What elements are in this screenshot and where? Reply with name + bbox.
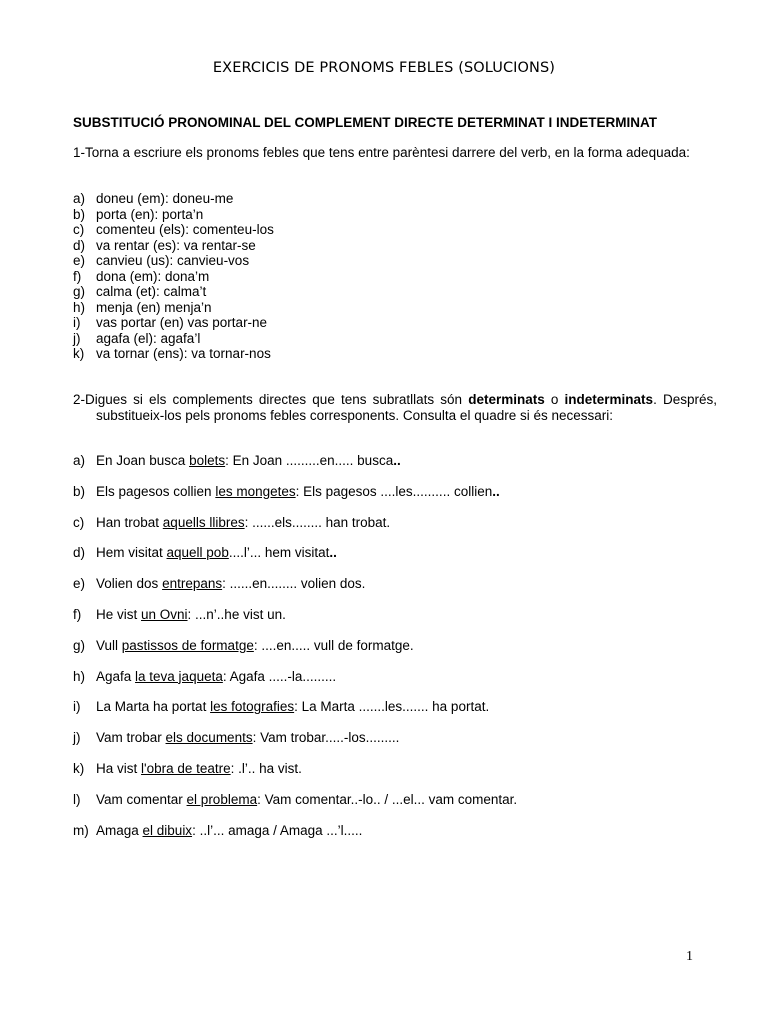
list-item: [73, 284, 274, 300]
item-label: g): [73, 637, 86, 653]
item-sentence: [96, 761, 302, 777]
underlined-complement: aquell pob: [166, 545, 229, 561]
item-label: f): [73, 606, 82, 622]
sentence-answer: : En Joan .........en..... busca: [225, 453, 394, 468]
item-sentence: [96, 792, 517, 808]
underlined-complement: un Ovni: [141, 606, 188, 622]
item-text: dona (em): dona’m: [96, 268, 210, 284]
item-label: k): [73, 346, 85, 361]
sentence-before: Han trobat: [96, 514, 163, 530]
list-item: [73, 545, 517, 561]
item-label: a): [73, 191, 86, 206]
item-label: h): [73, 668, 86, 684]
item-sentence: [96, 823, 362, 839]
list-item: [73, 669, 517, 685]
sentence-answer: : ...n’..he vist un.: [187, 606, 286, 622]
sentence-answer: : Agafa .....-la.........: [222, 668, 337, 684]
list-item: [73, 238, 274, 254]
sentence-tail: ..: [492, 483, 500, 499]
list-item: [73, 453, 517, 469]
exercise1-list: [73, 191, 274, 362]
sentence-before: He vist: [96, 606, 142, 622]
item-sentence: [96, 576, 365, 592]
sentence-answer: : ......els........ han trobat.: [244, 514, 391, 530]
item-text: comenteu (els): comenteu-los: [96, 222, 274, 237]
item-sentence: [96, 607, 286, 623]
sentence-answer: : Els pagesos ....les.......... collien: [295, 483, 493, 499]
list-item: [73, 576, 517, 592]
sentence-before: Volien dos: [96, 576, 163, 592]
list-item: [73, 792, 517, 808]
underlined-complement: pastissos de formatge: [121, 637, 254, 653]
item-label: m): [73, 822, 89, 838]
sentence-tail: ..: [393, 453, 401, 468]
sentence-before: Vam trobar: [96, 730, 166, 746]
item-label: j): [73, 330, 81, 346]
item-label: c): [73, 514, 85, 530]
list-item: [73, 484, 517, 500]
underlined-complement: la teva jaqueta: [135, 668, 223, 684]
item-text: porta (en): porta’n: [96, 206, 204, 222]
list-item: [73, 269, 274, 285]
item-text: va rentar (es): va rentar-se: [96, 237, 256, 253]
list-item: [73, 331, 274, 347]
exercise1-instruction: 1-Torna a escriure els pronoms febles que tens entre parèntesi darrere del verb, en la forma adequada:: [73, 145, 690, 160]
document-title: EXERCICIS DE PRONOMS FEBLES (SOLUCIONS): [212, 60, 556, 76]
item-label: d): [73, 237, 86, 253]
underlined-complement: el dibuix: [142, 822, 193, 838]
item-sentence: [96, 484, 500, 500]
item-sentence: [96, 515, 390, 531]
exercise2-instruction: [73, 392, 717, 423]
underlined-complement: el problema: [186, 791, 258, 807]
underlined-complement: bolets: [189, 453, 226, 468]
underlined-complement: les mongetes: [215, 483, 296, 499]
underlined-complement: les fotografies: [210, 699, 295, 715]
item-label: j): [73, 730, 81, 746]
keyword-indeterminats: indeterminats: [564, 392, 654, 407]
sentence-answer: : .l’.. ha vist.: [230, 760, 302, 776]
instruction-text: . Després, substitueix-los pels pronoms febles corresponents. Consulta el quadre si és necessari:: [96, 392, 717, 423]
item-label: g): [73, 284, 86, 299]
sentence-tail: ..: [329, 545, 337, 561]
item-text: menja (en) menja’n: [96, 299, 212, 315]
item-label: c): [73, 222, 85, 237]
item-label: k): [73, 760, 85, 776]
item-label: i): [73, 315, 81, 330]
item-label: h): [73, 299, 86, 315]
item-label: b): [73, 483, 86, 499]
underlined-complement: aquells llibres: [162, 514, 245, 530]
item-label: f): [73, 268, 82, 284]
sentence-answer: : La Marta .......les....... ha portat.: [294, 699, 490, 715]
list-item: [73, 761, 517, 777]
sentence-before: Agafa: [96, 668, 136, 684]
item-sentence: [96, 730, 399, 746]
sentence-before: La Marta ha portat: [96, 699, 211, 715]
instruction-text: o: [544, 392, 565, 407]
underlined-complement: els documents: [165, 730, 253, 746]
item-sentence: [96, 638, 414, 654]
underlined-complement: entrepans: [162, 576, 223, 592]
sentence-answer: : ......en........ volien dos.: [222, 576, 366, 592]
item-sentence: [96, 669, 336, 685]
item-label: e): [73, 253, 86, 268]
sentence-before: Ha vist: [96, 760, 142, 776]
item-label: d): [73, 545, 86, 561]
sentence-answer: : ....en..... vull de formatge.: [253, 637, 414, 653]
sentence-answer: ....l’... hem visitat: [228, 545, 330, 561]
list-item: [73, 253, 274, 269]
sentence-before: Amaga: [96, 822, 143, 838]
sentence-before: Vam comentar: [96, 791, 187, 807]
list-item: [73, 638, 517, 654]
list-item: [73, 823, 517, 839]
keyword-determinats: determinats: [468, 392, 545, 407]
sentence-before: En Joan busca: [96, 453, 190, 468]
list-item: [73, 515, 517, 531]
sentence-answer: : Vam comentar..-lo.. / ...el... vam comentar.: [257, 791, 518, 807]
sentence-before: Hem visitat: [96, 545, 167, 561]
item-text: canvieu (us): canvieu-vos: [96, 253, 250, 268]
item-label: b): [73, 206, 86, 222]
list-item: [73, 346, 274, 362]
item-sentence: [96, 699, 489, 715]
list-item: [73, 315, 274, 331]
item-text: va tornar (ens): va tornar-nos: [96, 346, 271, 361]
item-label: a): [73, 453, 86, 468]
item-label: i): [73, 699, 81, 715]
sentence-answer: : ..l’... amaga / Amaga ...’l.....: [192, 822, 363, 838]
item-label: l): [73, 791, 81, 807]
underlined-complement: l'obra de teatre: [141, 760, 231, 776]
list-item: [73, 300, 274, 316]
list-item: [73, 730, 517, 746]
exercise2-list: [73, 453, 517, 853]
list-item: [73, 191, 274, 207]
page-number: 1: [686, 949, 693, 964]
item-sentence: [96, 545, 337, 561]
instruction-text: 2-Digues si els complements directes que tens subratllats són: [73, 392, 469, 407]
item-label: e): [73, 576, 86, 592]
list-item: [73, 699, 517, 715]
section-heading: SUBSTITUCIÓ PRONOMINAL DEL COMPLEMENT DIRECTE DETERMINAT I INDETERMINAT: [73, 115, 658, 130]
item-text: agafa (el): agafa’l: [96, 330, 201, 346]
sentence-before: Vull: [96, 637, 122, 653]
list-item: [73, 222, 274, 238]
item-text: doneu (em): doneu-me: [96, 191, 234, 206]
item-text: calma (et): calma’t: [96, 284, 207, 299]
list-item: [73, 207, 274, 223]
item-sentence: [96, 453, 401, 469]
sentence-answer: : Vam trobar.....-los.........: [252, 730, 400, 746]
sentence-before: Els pagesos collien: [96, 483, 216, 499]
item-text: vas portar (en) vas portar-ne: [96, 315, 268, 330]
list-item: [73, 607, 517, 623]
